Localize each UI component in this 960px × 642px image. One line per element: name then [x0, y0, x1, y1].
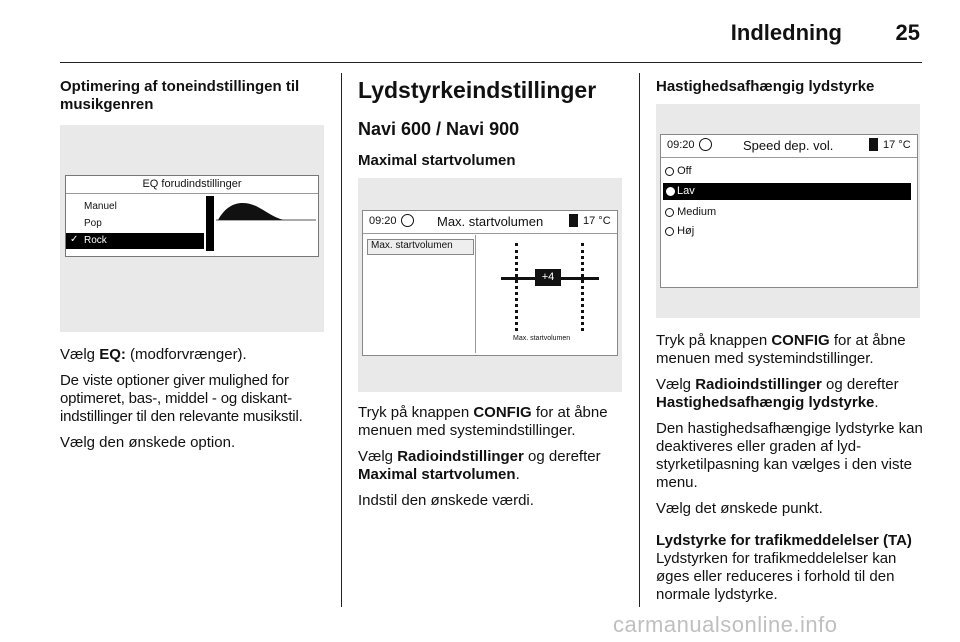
- watermark: carmanualsonline.info: [613, 612, 838, 637]
- eq-screenshot: [60, 125, 324, 332]
- page-number: 25: [895, 20, 920, 45]
- radio-icon: [665, 227, 674, 236]
- eq-scrollbar[interactable]: [206, 196, 214, 251]
- eq-title-divider: [66, 193, 318, 194]
- eq-label: EQ:: [99, 346, 126, 363]
- column-3: [656, 78, 926, 96]
- volume-slider-value[interactable]: +4: [535, 269, 561, 286]
- section-heading-ta: Lydstyrke for trafikmeddelelser (TA): [656, 532, 912, 549]
- volume-caption: Max. startvolumen: [513, 335, 571, 342]
- section-heading-max-startvolumen: Maximal startvolumen: [358, 152, 516, 169]
- eq-instruction: Vælg EQ: (modforvrænger).: [60, 346, 247, 363]
- radio-selected-icon: [666, 187, 675, 196]
- speed-volume-description: Den hastighedsafhængige lydstyrke kan deaktiveres eller graden af lyd-styrketilpasning kan vælges i den viste menu.: [656, 420, 923, 491]
- config-instruction: Tryk på knappen CONFIG for at åbne menuen med systemindstillinger.: [656, 332, 906, 367]
- screen-title: Max. startvolumen: [437, 214, 544, 229]
- choose-item-instruction: Vælg det ønskede punkt.: [656, 500, 823, 517]
- column-1-text: [60, 346, 330, 460]
- eq-screen: [65, 175, 319, 257]
- outside-temperature: 17 °C: [883, 139, 911, 151]
- config-label: CONFIG: [473, 404, 532, 421]
- option-off[interactable]: Off: [665, 165, 692, 177]
- config-label: CONFIG: [771, 332, 830, 349]
- column-1: [60, 78, 326, 114]
- status-bar: [363, 211, 617, 234]
- config-instruction: Tryk på knappen CONFIG for at åbne menuen med systemindstillinger.: [358, 404, 608, 439]
- page-header-title: Indledning: [730, 20, 842, 45]
- clock-time: 09:20: [369, 215, 397, 227]
- column-divider-1: [341, 73, 342, 607]
- volume-scale-left: [515, 243, 521, 331]
- outside-temperature: 17 °C: [583, 215, 611, 227]
- eq-option-rock-label: Rock: [84, 235, 107, 246]
- max-volume-screenshot: [358, 178, 622, 392]
- eq-choose-option: Vælg den ønskede option.: [60, 434, 236, 451]
- column-divider-2: [639, 73, 640, 607]
- check-icon: ✓: [70, 234, 79, 245]
- clock-time: 09:20: [667, 139, 695, 151]
- option-hoj[interactable]: Høj: [665, 225, 694, 237]
- model-heading: Navi 600 / Navi 900: [358, 119, 520, 139]
- temperature-icon: [869, 138, 878, 151]
- eq-option-pop[interactable]: Pop: [84, 218, 102, 229]
- chapter-heading: Lydstyrkeindstillinger: [358, 77, 597, 103]
- nav-compass-icon: [699, 138, 712, 151]
- speed-volume-screen: [660, 134, 918, 288]
- column-2-text: [358, 404, 630, 518]
- eq-option-rock-selected[interactable]: [66, 233, 204, 249]
- column-2: [358, 76, 628, 170]
- eq-curve-graph: [216, 196, 316, 254]
- screen-divider: [475, 235, 476, 353]
- menu-path-instruction: Vælg Radioindstillinger og derefter Hastighedsafhængig lydstyrke.: [656, 376, 899, 411]
- eq-screen-title: EQ forudindstillinger: [142, 178, 242, 190]
- set-value-instruction: Indstil den ønskede værdi.: [358, 492, 534, 509]
- eq-curve-shape: [218, 203, 284, 220]
- eq-description: De viste optioner giver mulighed for optimeret, bas-, middel - og diskant-indstillinger til den relevante musikstil.: [60, 372, 303, 425]
- menu-item-max-startvolumen[interactable]: Max. startvolumen: [367, 239, 474, 255]
- volume-scale-right: [581, 243, 587, 331]
- eq-option-manuel[interactable]: Manuel: [84, 201, 117, 212]
- option-lav-selected[interactable]: Lav: [663, 183, 911, 200]
- nav-compass-icon: [401, 214, 414, 227]
- header-divider: [60, 62, 922, 63]
- status-bar: [661, 135, 917, 158]
- section-heading-speed-volume: Hastighedsafhængig lydstyrke: [656, 78, 875, 95]
- speed-volume-screenshot: [656, 104, 920, 318]
- radio-icon: [665, 208, 674, 217]
- radio-icon: [665, 167, 674, 176]
- menu-path-instruction: Vælg Radioindstillinger og derefter Maximal startvolumen.: [358, 448, 601, 483]
- max-volume-screen: [362, 210, 618, 356]
- section-heading-eq: Optimering af toneindstillingen til musikgenren: [60, 78, 300, 113]
- ta-description: Lydstyrken for trafikmeddelelser kan øges eller reduceres i forhold til den normale lydstyrke.: [656, 550, 897, 603]
- screen-title: Speed dep. vol.: [743, 138, 834, 153]
- option-medium[interactable]: Medium: [665, 206, 716, 218]
- column-3-text: [656, 332, 928, 612]
- temperature-icon: [569, 214, 578, 227]
